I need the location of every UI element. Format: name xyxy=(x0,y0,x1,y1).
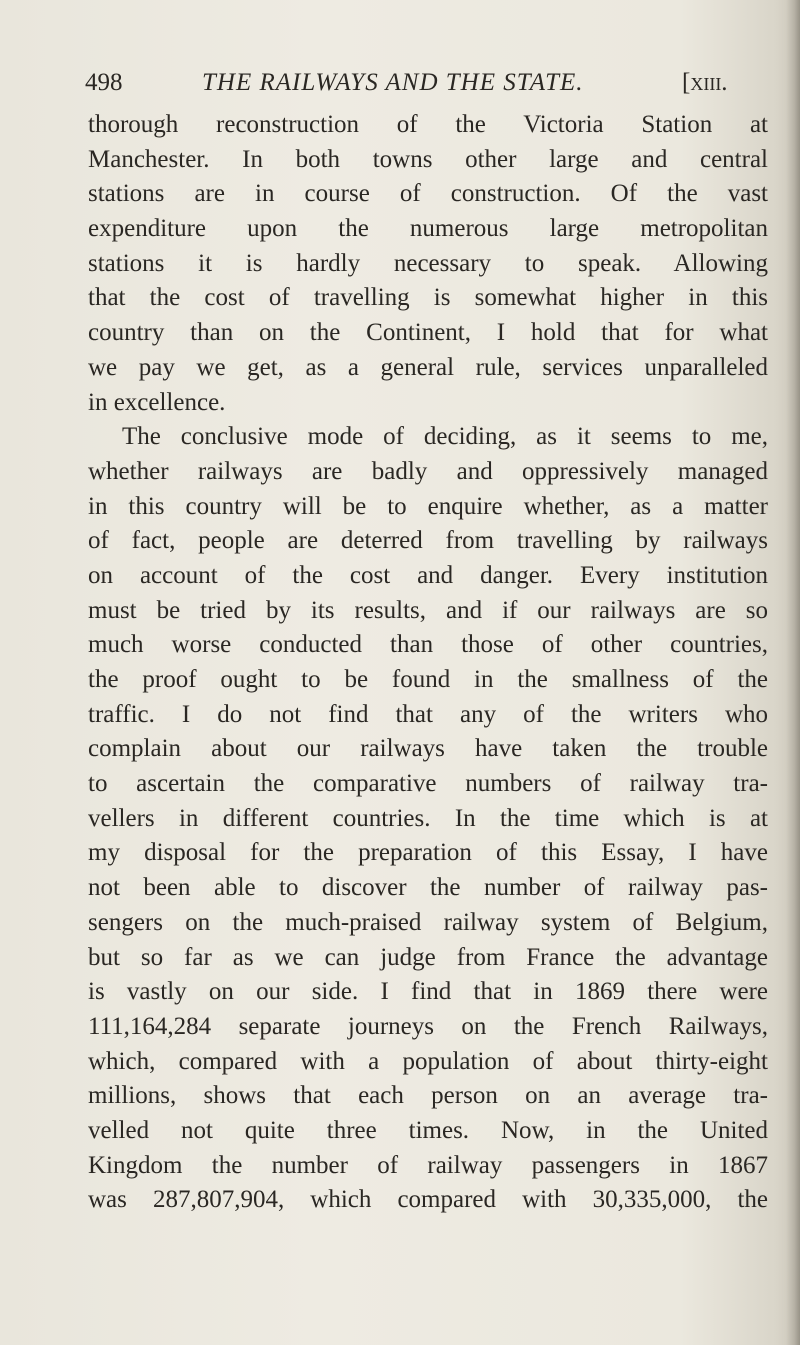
text-line: traffic. I do not find that any of the writers who xyxy=(88,700,768,728)
text-line: which, compared with a population of about thirty-eight xyxy=(88,1047,768,1075)
text-line: stations it is hardly necessary to speak. Allowing xyxy=(88,249,768,277)
chapter-marker: [xiii. xyxy=(682,69,728,96)
text-line: not been able to discover the number of railway pas- xyxy=(88,874,768,902)
text-line: millions, shows that each person on an average tra- xyxy=(88,1082,768,1110)
text-line: my disposal for the preparation of this Essay, I have xyxy=(88,839,768,867)
text-line: velled not quite three times. Now, in the United xyxy=(88,1116,768,1144)
running-head xyxy=(85,66,775,100)
text-line: Kingdom the number of railway passengers in 1867 xyxy=(88,1151,768,1179)
text-line: of fact, people are deterred from travelling by railways xyxy=(88,527,768,555)
text-line: is vastly on our side. I find that in 1869 there were xyxy=(88,978,768,1006)
text-line: that the cost of travelling is somewhat higher in this xyxy=(88,284,768,312)
page-number: 498 xyxy=(85,69,123,96)
text-line: but so far as we can judge from France the advantage xyxy=(88,943,768,971)
body-text xyxy=(88,108,768,1218)
text-line: 111,164,284 separate journeys on the French Railways, xyxy=(88,1012,768,1040)
text-line: vellers in different countries. In the time which is at xyxy=(88,804,768,832)
text-line: the proof ought to be found in the smallness of the xyxy=(88,666,768,693)
text-line: thorough reconstruction of the Victoria Station at xyxy=(88,111,768,138)
text-line: Manchester. In both towns other large and central xyxy=(88,145,768,173)
text-line: in this country will be to enquire whether, as a matter xyxy=(88,492,768,520)
paragraph-end-line: in excellence. xyxy=(88,388,226,416)
text-line: country than on the Continent, I hold that for what xyxy=(88,319,768,347)
text-line: sengers on the much-praised railway system of Belgium, xyxy=(88,908,768,936)
text-line: expenditure upon the numerous large metropolitan xyxy=(88,215,768,243)
text-line: must be tried by its results, and if our railways are so xyxy=(88,596,768,624)
text-line: whether railways are badly and oppressively managed xyxy=(88,457,768,485)
text-line: to ascertain the comparative numbers of railway tra- xyxy=(88,770,768,798)
text-line: we pay we get, as a general rule, services unparalleled xyxy=(88,353,768,381)
paragraph-first-line: The conclusive mode of deciding, as it seems to me, xyxy=(122,423,768,451)
page-edge-shadow xyxy=(786,0,800,1345)
text-line: was 287,807,904, which compared with 30,335,000, the xyxy=(88,1186,768,1214)
text-line: much worse conducted than those of other countries, xyxy=(88,631,768,659)
text-line: stations are in course of construction. Of the vast xyxy=(88,180,768,208)
running-title: THE RAILWAYS AND THE STATE. xyxy=(202,69,584,96)
text-line: complain about our railways have taken the trouble xyxy=(88,735,768,763)
text-line: on account of the cost and danger. Every institution xyxy=(88,561,768,589)
